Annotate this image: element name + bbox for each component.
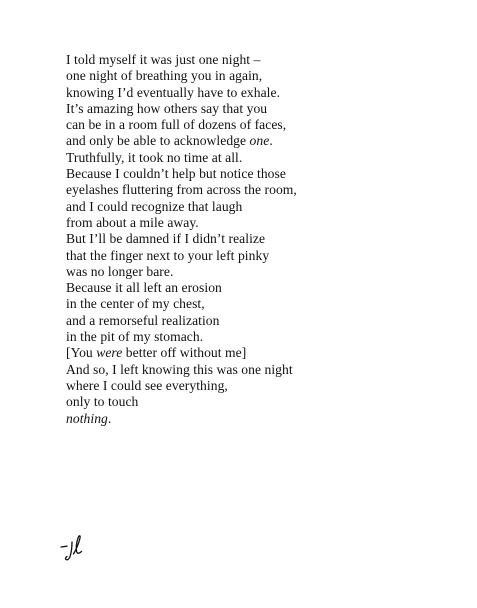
handwritten-signature-icon (58, 530, 92, 564)
poem-emphasis: one (249, 133, 270, 149)
poem-line: only to touch (66, 394, 139, 410)
poem-line: can be in a room full of dozens of faces, (66, 117, 287, 133)
poem-line: Because it all left an erosion (66, 280, 222, 296)
poem-line: But I’ll be damned if I didn’t realize (66, 231, 266, 247)
poem-line-text: [You (66, 345, 97, 361)
poem-line (66, 411, 446, 427)
poem-line: knowing I’d eventually have to exhale. (66, 84, 281, 100)
poem-emphasis: nothing (66, 410, 108, 426)
poem-line-text: and only be able to acknowledge (66, 133, 250, 149)
poem-line-text: . (107, 410, 112, 426)
poem-line (66, 345, 446, 361)
poem-line-text: better off without me] (122, 345, 247, 361)
poem-line-text: . (269, 133, 273, 149)
poem-body (66, 52, 446, 427)
poem-line: Truthfully, it took no time at all. (66, 149, 243, 165)
poem-line: and a remorseful realization (66, 312, 220, 328)
poem-emphasis: were (96, 345, 123, 361)
poem-line: And so, I left knowing this was one night (66, 361, 293, 377)
poem-line (66, 133, 446, 149)
poem-line: in the center of my chest, (66, 296, 205, 312)
poem-line: I told myself it was just one night – (66, 52, 261, 67)
poem-line: from about a mile away. (66, 214, 199, 230)
signature-drawing (58, 530, 92, 564)
poem-line: It’s amazing how others say that you (66, 100, 268, 116)
poem-line: in the pit of my stomach. (66, 329, 204, 345)
poem-line: where I could see everything, (66, 377, 228, 393)
poem-line: Because I couldn’t help but notice those (66, 166, 286, 182)
poem-line: was no longer bare. (66, 263, 174, 279)
poem-line: one night of breathing you in again, (66, 68, 263, 84)
poem-line: eyelashes fluttering from across the room, (66, 182, 297, 198)
poem-line: and I could recognize that laugh (66, 198, 243, 214)
poem-line: that the finger next to your left pinky (66, 247, 270, 263)
